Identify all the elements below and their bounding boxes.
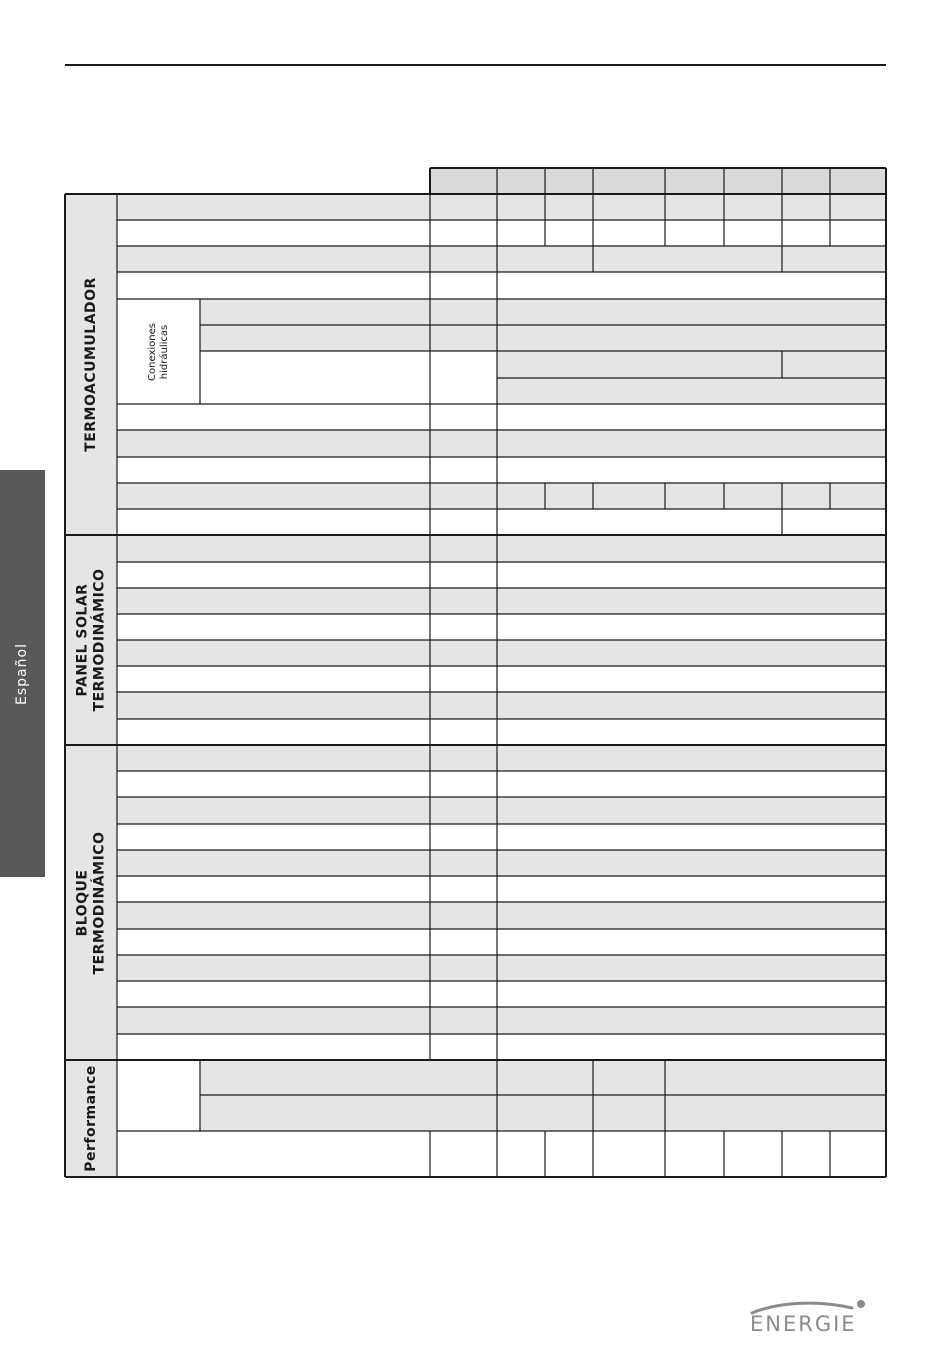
section-termoacumulador <box>65 194 117 535</box>
row-shade <box>497 351 886 378</box>
row-shade <box>117 902 886 929</box>
row-shade <box>117 430 886 457</box>
section-panel-solar-label: PANEL SOLAR TERMODINÁMICO <box>74 568 107 712</box>
header-cell <box>430 168 886 193</box>
language-tab-label: Español <box>14 643 30 705</box>
row-shade <box>117 640 886 666</box>
row-shade <box>200 1060 886 1095</box>
row-shade <box>117 955 886 981</box>
row-shade <box>117 535 886 562</box>
section-performance <box>65 1060 117 1177</box>
section-bloque-termodinamico <box>65 745 117 1060</box>
row-shade <box>497 378 886 404</box>
subgroup-conexiones-label: Conexiones hidráulicas <box>146 322 170 381</box>
row-shade <box>200 325 886 351</box>
row-shade <box>200 1095 886 1131</box>
row-shade <box>117 194 886 220</box>
row-shade <box>117 797 886 824</box>
row-shade <box>117 246 886 272</box>
row-shade <box>117 850 886 876</box>
row-shade <box>117 1007 886 1034</box>
row-shade <box>200 299 886 325</box>
section-performance-label: Performance <box>82 1065 99 1172</box>
row-shade <box>117 483 886 509</box>
row-shade <box>117 588 886 614</box>
section-panel-solar <box>65 535 117 745</box>
energie-logo <box>748 1298 886 1334</box>
energie-logo-text: ENERGIE <box>750 1312 857 1334</box>
subgroup-conexiones-hidraulicas <box>117 299 200 404</box>
section-bloque-label: BLOQUE TERMODINÁMICO <box>74 831 107 974</box>
row-shade <box>117 745 886 771</box>
row-shade <box>117 692 886 719</box>
section-termoacumulador-label: TERMOACUMULADOR <box>82 277 99 452</box>
